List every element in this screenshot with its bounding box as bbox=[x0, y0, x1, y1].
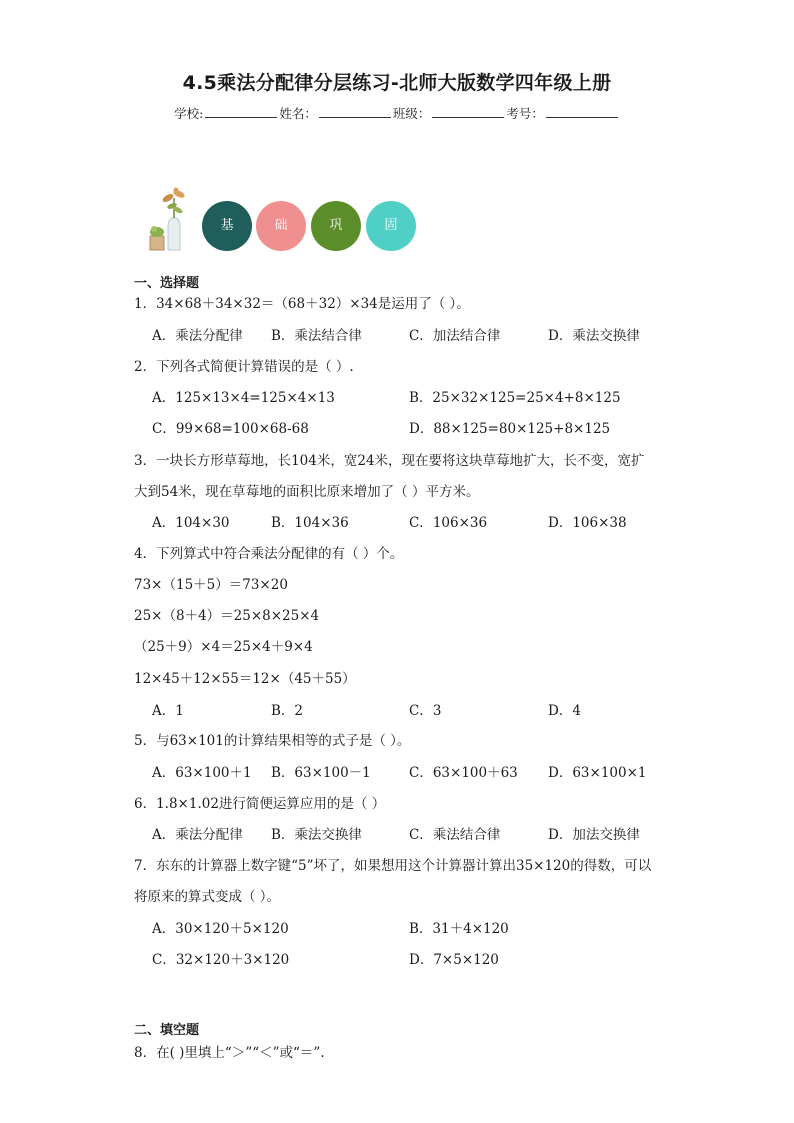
class-blank[interactable] bbox=[432, 105, 504, 118]
question-7-stem-line1: 7．东东的计算器上数字键“5”坏了，如果想用这个计算器计算出35×120的得数，可以 bbox=[134, 858, 652, 874]
q5-option-c[interactable]: C．63×100＋63 bbox=[409, 765, 518, 781]
q3-option-d[interactable]: D．106×38 bbox=[548, 515, 627, 531]
q3-option-c[interactable]: C．106×36 bbox=[409, 515, 488, 531]
q4-expression-1: 73×（15＋5）＝73×20 bbox=[134, 577, 288, 593]
q3-option-a[interactable]: A．104×30 bbox=[152, 515, 230, 531]
class-label: 班级： bbox=[392, 106, 431, 121]
q7-option-b[interactable]: B．31＋4×120 bbox=[409, 921, 509, 937]
question-5-stem: 5．与63×101的计算结果相等的式子是（ ）。 bbox=[134, 733, 411, 749]
q1-option-d[interactable]: D．乘法交换律 bbox=[548, 328, 640, 344]
q1-option-a[interactable]: A．乘法分配律 bbox=[152, 328, 243, 344]
school-blank[interactable] bbox=[205, 105, 277, 118]
q1-option-c[interactable]: C．加法结合律 bbox=[409, 328, 501, 344]
question-2-stem: 2．下列各式简便计算错误的是（ ）. bbox=[134, 359, 354, 375]
q4-option-c[interactable]: C．3 bbox=[409, 703, 442, 719]
question-6-stem: 6．1.8×1.02进行简便运算应用的是（ ） bbox=[134, 796, 386, 812]
q6-option-c[interactable]: C．乘法结合律 bbox=[409, 827, 501, 843]
q4-expression-4: 12×45＋12×55＝12×（45＋55） bbox=[134, 671, 356, 687]
student-info-line bbox=[0, 104, 794, 122]
q4-option-d[interactable]: D．4 bbox=[548, 703, 581, 719]
number-blank[interactable] bbox=[546, 105, 618, 118]
question-3-stem-line2: 大到54米，现在草莓地的面积比原来增加了（ ）平方米。 bbox=[134, 484, 480, 500]
name-label: 姓名： bbox=[279, 106, 317, 121]
q3-option-b[interactable]: B．104×36 bbox=[271, 515, 349, 531]
q6-option-a[interactable]: A．乘法分配律 bbox=[152, 827, 243, 843]
page-title: 4.5乘法分配律分层练习-北师大版数学四年级上册 bbox=[182, 72, 612, 94]
question-8-stem: 8．在( )里填上“＞”“＜”或“＝”. bbox=[134, 1045, 325, 1061]
q1-option-b[interactable]: B．乘法结合律 bbox=[271, 328, 362, 344]
q4-option-b[interactable]: B．2 bbox=[271, 703, 304, 719]
q4-option-a[interactable]: A．1 bbox=[152, 703, 184, 719]
question-1-stem: 1．34×68＋34×32＝（68＋32）×34是运用了（ ）。 bbox=[134, 296, 470, 312]
q4-expression-3: （25＋9）×4＝25×4＋9×4 bbox=[134, 639, 313, 655]
question-4-stem: 4．下列算式中符合乘法分配律的有（ ）个。 bbox=[134, 546, 404, 562]
q2-option-a[interactable]: A．125×13×4=125×4×13 bbox=[152, 390, 335, 406]
plant-vase-icon bbox=[146, 186, 196, 252]
name-blank[interactable] bbox=[319, 105, 391, 118]
q7-option-d[interactable]: D．7×5×120 bbox=[409, 952, 499, 968]
q5-option-d[interactable]: D．63×100×1 bbox=[548, 765, 647, 781]
badge-gu: 固 bbox=[366, 201, 416, 251]
q2-option-b[interactable]: B．25×32×125=25×4+8×125 bbox=[409, 390, 621, 406]
q5-option-b[interactable]: B．63×100－1 bbox=[271, 765, 371, 781]
section-heading-choice: 一、选择题 bbox=[134, 276, 200, 291]
q2-option-d[interactable]: D．88×125=80×125+8×125 bbox=[409, 421, 611, 437]
q6-option-d[interactable]: D．加法交换律 bbox=[548, 827, 640, 843]
q5-option-a[interactable]: A．63×100＋1 bbox=[152, 765, 252, 781]
school-label: 学校: bbox=[174, 106, 204, 121]
q2-option-c[interactable]: C．99×68=100×68-68 bbox=[152, 421, 309, 437]
badge-chu: 础 bbox=[256, 201, 306, 251]
badge-ji: 基 bbox=[202, 201, 252, 251]
q7-option-a[interactable]: A．30×120＋5×120 bbox=[152, 921, 289, 937]
q6-option-b[interactable]: B．乘法交换律 bbox=[271, 827, 362, 843]
question-7-stem-line2: 将原来的算式变成（ ）。 bbox=[134, 889, 281, 905]
q4-expression-2: 25×（8＋4）＝25×8×25×4 bbox=[134, 608, 320, 624]
badge-gong: 巩 bbox=[311, 201, 361, 251]
number-label: 考号： bbox=[506, 106, 544, 121]
question-3-stem-line1: 3．一块长方形草莓地，长104米，宽24米，现在要将这块草莓地扩大，长不变，宽扩 bbox=[134, 453, 645, 469]
section-heading-fill-blank: 二、填空题 bbox=[134, 1023, 200, 1038]
q7-option-c[interactable]: C．32×120＋3×120 bbox=[152, 952, 290, 968]
